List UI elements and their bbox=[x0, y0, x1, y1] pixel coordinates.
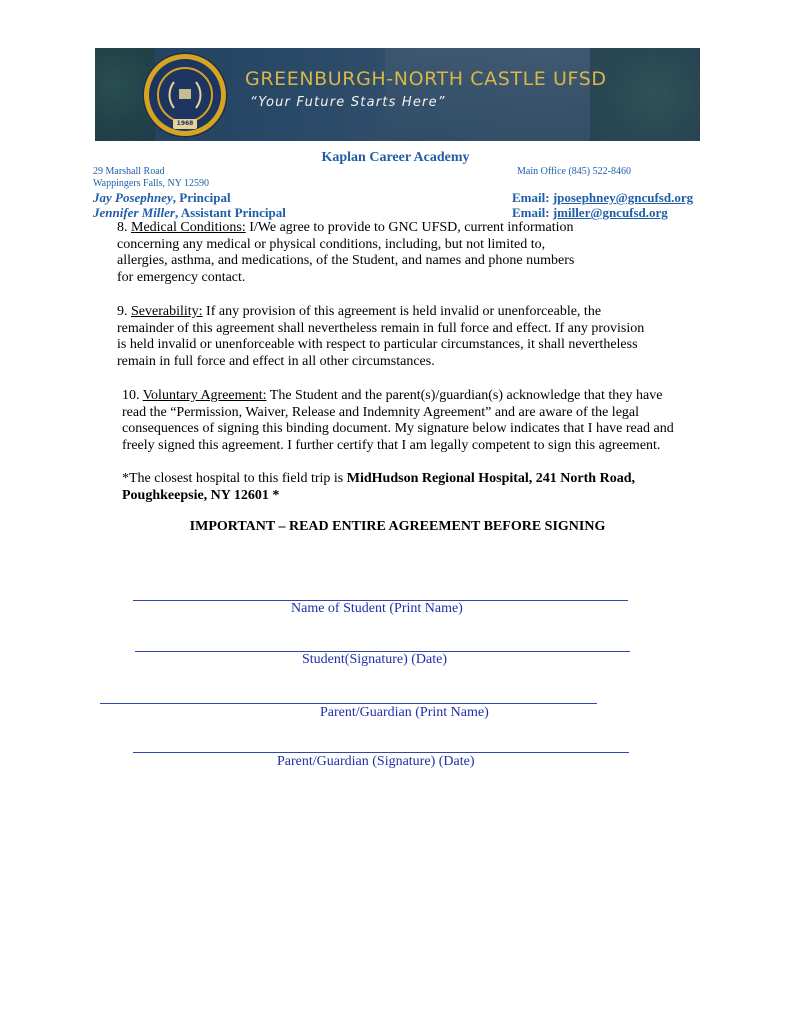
parent-signature-line[interactable] bbox=[133, 752, 629, 753]
district-banner bbox=[95, 48, 700, 141]
hospital-note: *The closest hospital to this field trip is MidHudson Regional Hospital, 241 North Road, Poughkeepsie, NY 12601 * bbox=[122, 471, 635, 503]
assistant-email-line: Email: jmiller@gncufsd.org bbox=[512, 205, 668, 220]
section-severability: 9. Severability: If any provision of this agreement is held invalid or unenforceable, the remainder of this agreement shall nevertheless remain in full force and effect. If any provision is held invalid or unenforceable with respect to particular circumstances, it shall nevertheless remain in full force and effect in all other circumstances. bbox=[117, 304, 645, 370]
student-signature-label: Student(Signature) (Date) bbox=[302, 652, 448, 667]
address-line1: 29 Marshall Road bbox=[93, 166, 165, 177]
section-heading: Severability: bbox=[131, 304, 203, 319]
section-heading: Voluntary Agreement: bbox=[142, 388, 267, 403]
school-name: Kaplan Career Academy bbox=[321, 150, 470, 165]
parent-name-line[interactable] bbox=[100, 703, 597, 704]
student-name-label: Name of Student (Print Name) bbox=[291, 601, 463, 616]
address-line2: Wappingers Falls, NY 12590 bbox=[93, 178, 210, 189]
banner-tagline: “Your Future Starts Here” bbox=[250, 95, 446, 110]
main-office-phone: Main Office (845) 522-8460 bbox=[517, 166, 631, 177]
principal-name: Jay Posephney bbox=[93, 190, 173, 205]
parent-name-label: Parent/Guardian (Print Name) bbox=[320, 705, 489, 720]
principal-line bbox=[93, 190, 231, 206]
section-medical-conditions: 8. Medical Conditions: I/We agree to provide to GNC UFSD, current information concerning any medical or physical conditions, including, but not limited to, allergies, asthma, and medications, of the Student, and names and phone numbers for emergency contact. bbox=[117, 220, 575, 286]
hospital-name: MidHudson Regional Hospital, 241 North Road, bbox=[346, 471, 635, 486]
important-notice: IMPORTANT – READ ENTIRE AGREEMENT BEFORE SIGNING bbox=[189, 519, 606, 534]
principal-email-link[interactable]: jposephney@gncufsd.org bbox=[552, 190, 694, 205]
section-heading: Medical Conditions: bbox=[131, 220, 246, 235]
district-seal-logo bbox=[142, 52, 228, 138]
assistant-name: Jennifer Miller bbox=[93, 205, 175, 220]
seal-year: 1968 bbox=[173, 119, 197, 129]
assistant-email-link[interactable]: jmiller@gncufsd.org bbox=[552, 205, 668, 220]
laurel-icon bbox=[164, 74, 206, 116]
assistant-title: , Assistant Principal bbox=[174, 205, 286, 220]
banner-title: GREENBURGH-NORTH CASTLE UFSD bbox=[245, 68, 607, 90]
assistant-principal-line bbox=[93, 205, 286, 221]
parent-signature-label: Parent/Guardian (Signature) (Date) bbox=[277, 754, 475, 769]
section-voluntary-agreement: 10. Voluntary Agreement: The Student and the parent(s)/guardian(s) acknowledge that they have read the “Permission, Waiver, Release and Indemnity Agreement” and are aware of the legal consequences of signing this binding document. My signature below indicates that I have read and freely signed this agreement. I further certify that I am legally competent to sign this agreement. bbox=[122, 388, 674, 454]
hospital-address: Poughkeepsie, NY 12601 * bbox=[122, 487, 280, 503]
principal-email-line: Email: jposephney@gncufsd.org bbox=[512, 190, 694, 205]
principal-title: , Principal bbox=[172, 190, 231, 205]
